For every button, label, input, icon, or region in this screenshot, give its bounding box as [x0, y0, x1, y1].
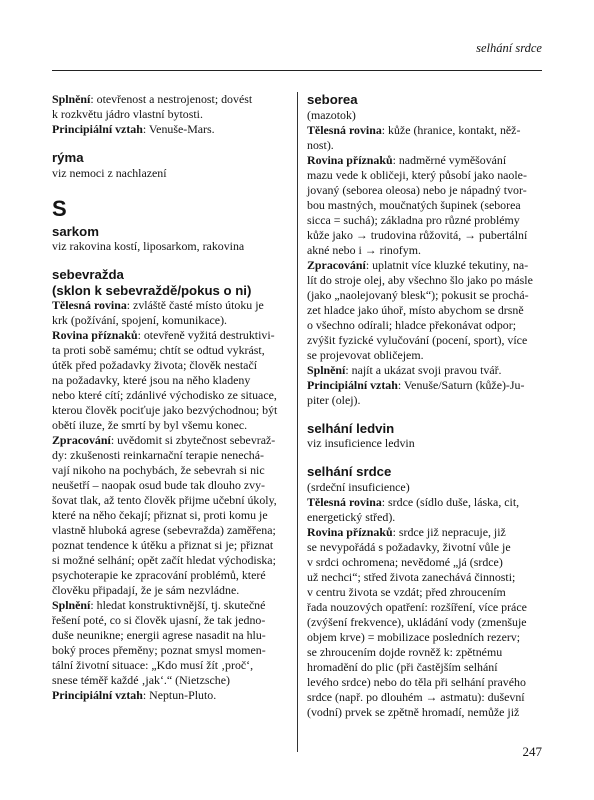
field-label: Principiální vztah	[52, 688, 143, 702]
entry-text-line: akné nebo i → rinofym.	[307, 242, 421, 257]
entry-text-line: psychoterapie ke zpracování problémů, které	[52, 568, 266, 582]
field-label: Zpracování	[307, 257, 366, 272]
entry-text-line: na požadavky, které jsou na něho kladeny	[52, 373, 251, 387]
entry-text-line: levého srdce) nebo do těla při selhání pravého	[307, 674, 526, 689]
field-label: Splnění	[52, 92, 91, 106]
entry-text-line: Zpracování: uvědomit si zbytečnost sebevraž-	[52, 433, 276, 447]
entry-text-line: krk (požívání, spojení, komunikace).	[52, 313, 228, 327]
entry-text-line: které na něho čekají; přiznat si, proti komu je	[52, 508, 268, 522]
entry-text-line: Zpracování: uplatnit více kluzké tekutiny, na-	[307, 257, 529, 272]
entry-text-line: kterou člověk pociťuje jako bezvýchodnou; být	[52, 403, 278, 417]
entry-text-line: (zvýšení frekvence), ukládání vody (zmenšuje	[307, 614, 527, 629]
entry-text-line: se zhroucením dojde rovněž k: zpětnému	[307, 644, 503, 659]
field-label: Tělesná rovina	[52, 298, 127, 312]
entry-text-line: (jako „naolejovaný blesk“); pokusit se prochá-	[307, 287, 529, 302]
entry-text-line: mazu vede k obličeji, který působí jako naole-	[307, 167, 527, 182]
entry-headword: sebevražda	[52, 267, 124, 282]
field-label: Principiální vztah	[52, 122, 143, 136]
field-label: Splnění	[307, 362, 346, 377]
entry-text-line: (srdeční insuficience)	[307, 479, 410, 494]
entry-text-line: kůže jako → trudovina růžovitá, → pubertální	[307, 227, 528, 242]
entry-spacer	[307, 408, 543, 421]
entry-text-line: Tělesná rovina: kůže (hranice, kontakt, něž-	[307, 122, 521, 137]
entry-text-line: (vodní) prvek se zpětně hromadí, nemůže již	[307, 704, 520, 719]
entry-text-line: Tělesná rovina: zvláště časté místo útoku je	[52, 298, 264, 312]
field-label: Splnění	[52, 598, 91, 612]
entry-text-line: v centru života se vzdát; před zhroucením	[307, 584, 506, 599]
entry-text-line: tální životní situace: „Kdo musí žít ‚proč‘,	[52, 658, 254, 672]
entry-text-line: dy: zkušenosti reinkarnační terapie nenechá-	[52, 448, 264, 462]
entry-text-line: srdce (např. po dlouhém → astmatu): duševní	[307, 689, 525, 704]
entry-headword: selhání ledvin	[307, 420, 395, 436]
entry-headword: seborea	[307, 92, 358, 107]
entry-text-line: jovaný (seborea oleosa) nebo je nápadný tvor-	[307, 182, 527, 197]
column-divider	[297, 92, 298, 752]
header-rule	[52, 70, 542, 71]
right-column	[307, 92, 543, 720]
entry-text-line: lít do stroje olej, aby všechno šlo jako po másle	[307, 272, 533, 287]
field-label: Rovina příznaků	[307, 524, 393, 539]
entry-text-line: viz rakovina kostí, liposarkom, rakovina	[52, 239, 245, 253]
entry-text-line: Splnění: otevřenost a nestrojenost; dovést	[52, 92, 253, 106]
entry-text-line: sicca = suchá); základna pro různé problémy	[307, 212, 520, 227]
entry-text-line: se nevypořádá s požadavky, životní vůle je	[307, 539, 511, 554]
entry-text-line: boký proces přeměny; poznat smysl momen-	[52, 643, 266, 657]
entry-headword: rýma	[52, 150, 84, 165]
entry-text-line: člověku připadají, že je sám nezvládne.	[52, 583, 240, 597]
entry-text-line: útěk před požadavky života; člověk nestačí	[52, 358, 258, 372]
entry-text-line: viz nemoci z nachlazení	[52, 165, 167, 180]
entry-text-line: snese téměř každé ‚jak‘.“ (Nietzsche)	[52, 673, 230, 687]
entry-text-line: Rovina příznaků: nadměrné vyměšování	[307, 152, 507, 167]
running-header: selhání srdce	[476, 41, 542, 55]
entry-text-line: o všechno odírali; hladce překonávat odpor;	[307, 317, 517, 332]
entry-text-line: šovat tlak, až tento člověk přijme učební úkoly,	[52, 493, 277, 507]
entry-text-line: Splnění: najít a ukázat svoji pravou tvář.	[307, 362, 502, 377]
entry-text-line: vají nikoho na pochybách, že sebevrah si nic	[52, 463, 265, 477]
entry-text-line: si možné selhání; opět začít hledat východiska;	[52, 553, 276, 567]
section-letter: S	[52, 195, 67, 221]
entry-text-line: Rovina příznaků: srdce již nepracuje, již	[307, 524, 506, 539]
entry-text-line: řešení poté, co si člověk ujasní, že tak jedno-	[52, 613, 266, 627]
entry-text-line: neušetří – naopak osud bude tak dlouho zvy-	[52, 478, 265, 492]
entry-text-line: k rozkvětu jádro vlastní bytosti.	[52, 107, 203, 121]
entry-spacer	[307, 451, 543, 464]
entry-text-line: řada nouzových opatření: rozšíření, více práce	[307, 599, 527, 614]
entry-spacer	[52, 137, 288, 150]
entry-text-line: Principiální vztah: Venuše/Saturn (kůže)-Ju-	[307, 377, 525, 392]
entry-text-line: bou mastných, moučnatých šupinek (seborea	[307, 197, 521, 212]
entry-headword: sarkom	[52, 223, 99, 239]
entry-text-line: (mazotok)	[307, 107, 356, 122]
entry-text-line: energetický střed).	[307, 509, 396, 524]
entry-text-line: v srdci ochromena; nevědomé „já (srdce)	[307, 554, 503, 569]
entry-text-line: Splnění: hledat konstruktivnější, tj. skutečné	[52, 598, 266, 612]
field-label: Rovina příznaků	[307, 152, 393, 167]
entry-text-line: viz insuficience ledvin	[307, 436, 415, 450]
entry-text-line: poznat tendence k útěku a přiznat si je; přiznat	[52, 538, 274, 552]
entry-headword: (sklon k sebevraždě/pokus o ni)	[52, 282, 252, 298]
entry-text-line: ta proti sobě samému; chtít se odtud vykrást,	[52, 343, 265, 357]
entry-text-line: obětí iluze, že smrtí by byl všemu konec.	[52, 418, 248, 432]
entry-text-line: už nechci“; střed života zanechává činnosti;	[307, 569, 516, 584]
entry-text-line: objem krve) = mobilizace posledních rezerv;	[307, 629, 521, 644]
entry-text-line: duše neunikne; energii agrese nasadit na hlu-	[52, 628, 266, 642]
entry-text-line: zvýšit fyzické vylučování (pocení, sport), více	[307, 332, 528, 347]
entry-text-line: hromadění do plic (při častějším selhání	[307, 659, 498, 674]
field-label: Rovina příznaků	[52, 328, 138, 342]
field-label: Zpracování	[52, 433, 111, 447]
entry-text-line: Tělesná rovina: srdce (sídlo duše, láska, cit,	[307, 494, 520, 509]
entry-text-line: piter (olej).	[307, 392, 361, 407]
field-label: Tělesná rovina	[307, 494, 382, 509]
entry-text-line: vlastně hluboká agrese (sebevražda) zaměřena;	[52, 523, 276, 537]
entry-spacer	[52, 254, 288, 267]
entry-text-line: nost).	[307, 137, 334, 152]
entry-headword: selhání srdce	[307, 464, 392, 479]
entry-text-line: zet hladce jako úhoř, místo abychom se drsně	[307, 302, 524, 317]
entry-text-line: Principiální vztah: Neptun-Pluto.	[52, 688, 217, 702]
entry-text-line: Principiální vztah: Venuše-Mars.	[52, 122, 215, 136]
entry-text-line: se projevovat obličejem.	[307, 347, 424, 362]
left-column	[52, 92, 288, 703]
entry-text-line: nebo které cítí; zdánlivé východisko ze situace,	[52, 388, 277, 402]
page-number: 247	[522, 744, 542, 759]
entry-spacer	[52, 181, 288, 194]
field-label: Principiální vztah	[307, 377, 398, 392]
entry-text-line: Rovina příznaků: otevřeně vyžitá destruktivi-	[52, 328, 275, 342]
field-label: Tělesná rovina	[307, 122, 382, 137]
